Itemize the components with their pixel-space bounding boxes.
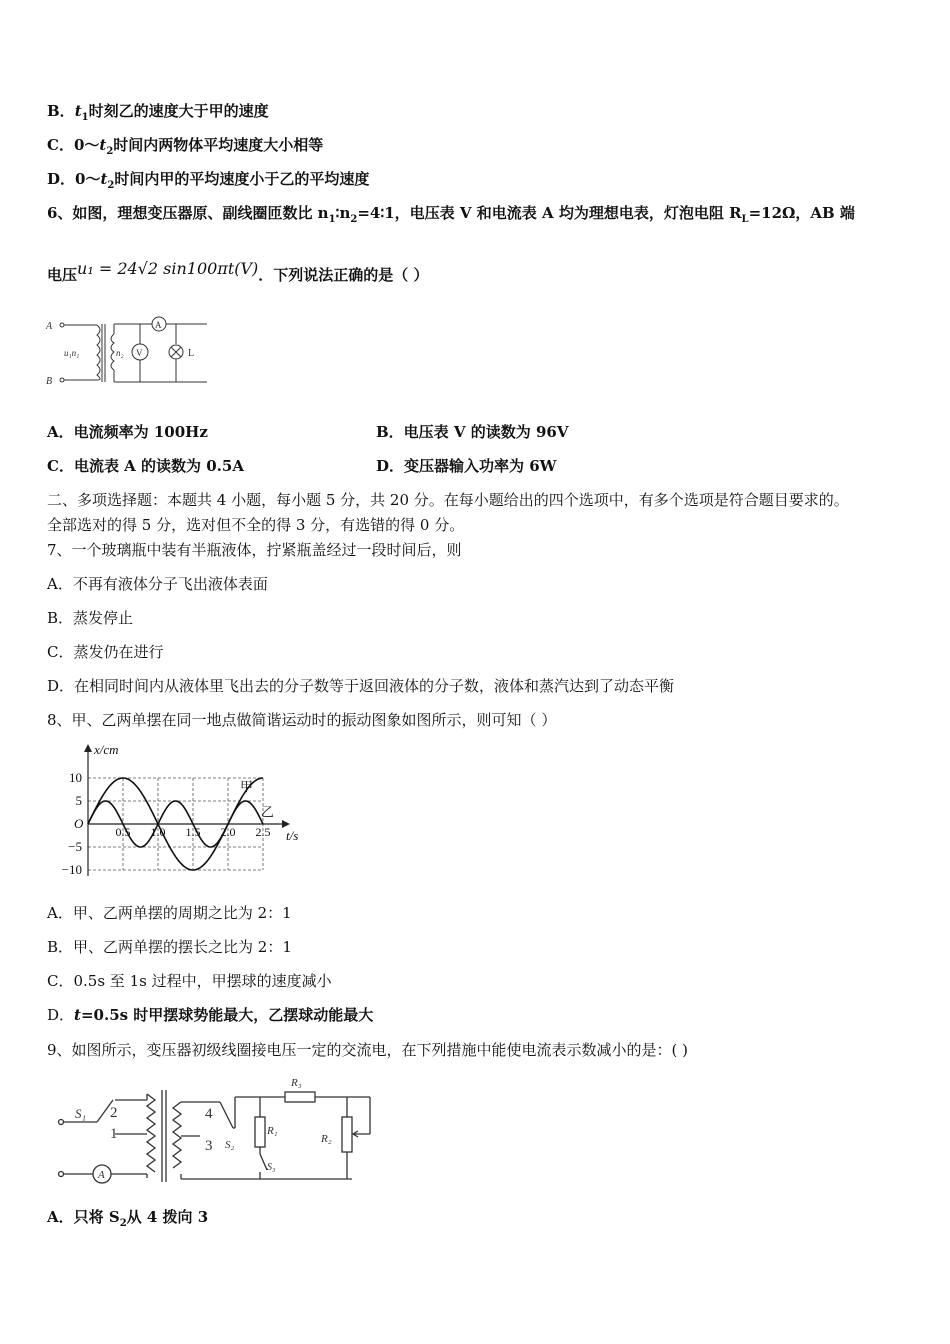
svg-text:u₁n₁: u₁n₁ [64,348,80,358]
switch-s2-icon [220,1102,233,1128]
q7-option-c: C．蒸发仍在进行 [47,643,164,661]
svg-text:3: 3 [205,1138,213,1154]
svg-text:R₃: R₃ [291,1077,302,1089]
svg-text:L: L [188,348,195,359]
q8-stem: 8、甲、乙两单摆在同一地点做简谐运动时的振动图象如图所示，则可知（ ） [47,711,557,729]
q9-stem: 9、如图所示，变压器初级线圈接电压一定的交流电，在下列措施中能使电流表示数减小的是：( ) [47,1041,689,1059]
q6-option-d: D．变压器输入功率为 6W [376,457,557,475]
resistor-r1-icon [255,1117,265,1147]
svg-text:R₁: R₁ [267,1125,278,1137]
q8-option-a: A．甲、乙两单摆的周期之比为 2：1 [47,904,292,922]
q5-option-d: D．$0\sim t_2$时间内甲的平均速度小于乙的平均速度 [47,170,370,191]
q8-option-d: D．t=0.5s 时甲摆球势能最大，乙摆球动能最大 [47,1006,374,1024]
section2-heading-line2: 全部选对的得 5 分，选对但不全的得 3 分，有选错的得 0 分。 [47,516,465,534]
q6-option-b: B．电压表 V 的读数为 96V [376,423,569,441]
svg-text:1: 1 [110,1126,118,1142]
q5-option-b: B．$t_1$时刻乙的速度大于甲的速度 [47,102,269,123]
terminal-a-label: A [46,321,53,332]
q6-option-a: A．电流频率为 100Hz [47,423,208,441]
svg-text:A: A [155,320,162,330]
resistor-r2-icon [342,1117,352,1152]
x-axis-arrow [282,820,290,828]
x-axis-label: t/s [286,828,299,843]
oscillation-chart [48,742,338,877]
x-tick-label: 1.5 [185,825,201,839]
q7-option-d: D．在相同时间内从液体里飞出去的分子数等于返回液体的分子数，液体和蒸汽达到了动态平衡 [47,677,675,695]
svg-text:S₃: S₃ [267,1162,276,1173]
q7-stem: 7、一个玻璃瓶中装有半瓶液体，拧紧瓶盖经过一段时间后，则 [47,541,462,559]
voltage-formula: u₁ = 24√2 sin100πt(V) [77,259,259,278]
origin-label: O [74,816,84,831]
resistor-r3-icon [285,1092,315,1102]
svg-text:R₂: R₂ [321,1133,332,1145]
svg-text:V: V [136,348,143,358]
svg-text:A: A [98,1169,105,1181]
x-tick-label: 0.5 [115,825,131,839]
y-tick-label: 10 [69,770,82,785]
svg-text:n₂: n₂ [116,348,124,358]
terminal-b-label: B [46,376,53,387]
svg-text:2: 2 [110,1105,118,1121]
transformer-circuit-figure [42,312,212,392]
svg-text:S₁: S₁ [75,1106,87,1121]
q7-option-b: B．蒸发停止 [47,609,134,627]
q9-circuit-figure [55,1072,385,1187]
y-axis-label: x/cm [94,742,119,757]
svg-text:4: 4 [205,1106,213,1122]
x-tick-label: 2.0 [220,825,236,839]
y-tick-label: 5 [75,793,82,808]
q6-stem-line1: 6、如图，理想变压器原、副线圈匝数比 $n_1∶n_2=4∶1$，电压表 V 和电流表 A 均为理想电表，灯泡电阻 $R_L=12\Omega$，AB 端 [47,204,855,225]
x-tick-label: 2.5 [255,825,271,839]
q5-option-c: C．$0\sim t_2$时间内两物体平均速度大小相等 [47,136,324,157]
y-axis-arrow [84,744,92,752]
q8-option-b: B．甲、乙两单摆的摆长之比为 2：1 [47,938,292,956]
q8-option-c: C．0.5s 至 1s 过程中，甲摆球的速度减小 [47,972,332,990]
q6-stem-line2: 电压u₁ = 24√2 sin100πt(V)．下列说法正确的是（ ） [47,259,429,284]
x-tick-label: 1.0 [150,825,166,839]
switch-s3-icon [260,1154,267,1170]
q6-option-c: C．电流表 A 的读数为 0.5A [47,457,244,475]
q7-option-a: A．不再有液体分子飞出液体表面 [47,575,268,593]
y-tick-label: −10 [61,862,82,877]
svg-text:S₂: S₂ [225,1139,235,1151]
y-tick-label: −5 [68,839,82,854]
series-label-jia: 甲 [240,778,254,794]
section2-heading-line1: 二、多项选择题：本题共 4 小题，每小题 5 分，共 20 分。在每小题给出的四个选项中，有多个选项是符合题目要求的。 [47,491,849,509]
series-label-yi: 乙 [260,804,274,820]
q9-option-a: A．只将 $S_2$从 4 拨向 3 [47,1208,209,1229]
